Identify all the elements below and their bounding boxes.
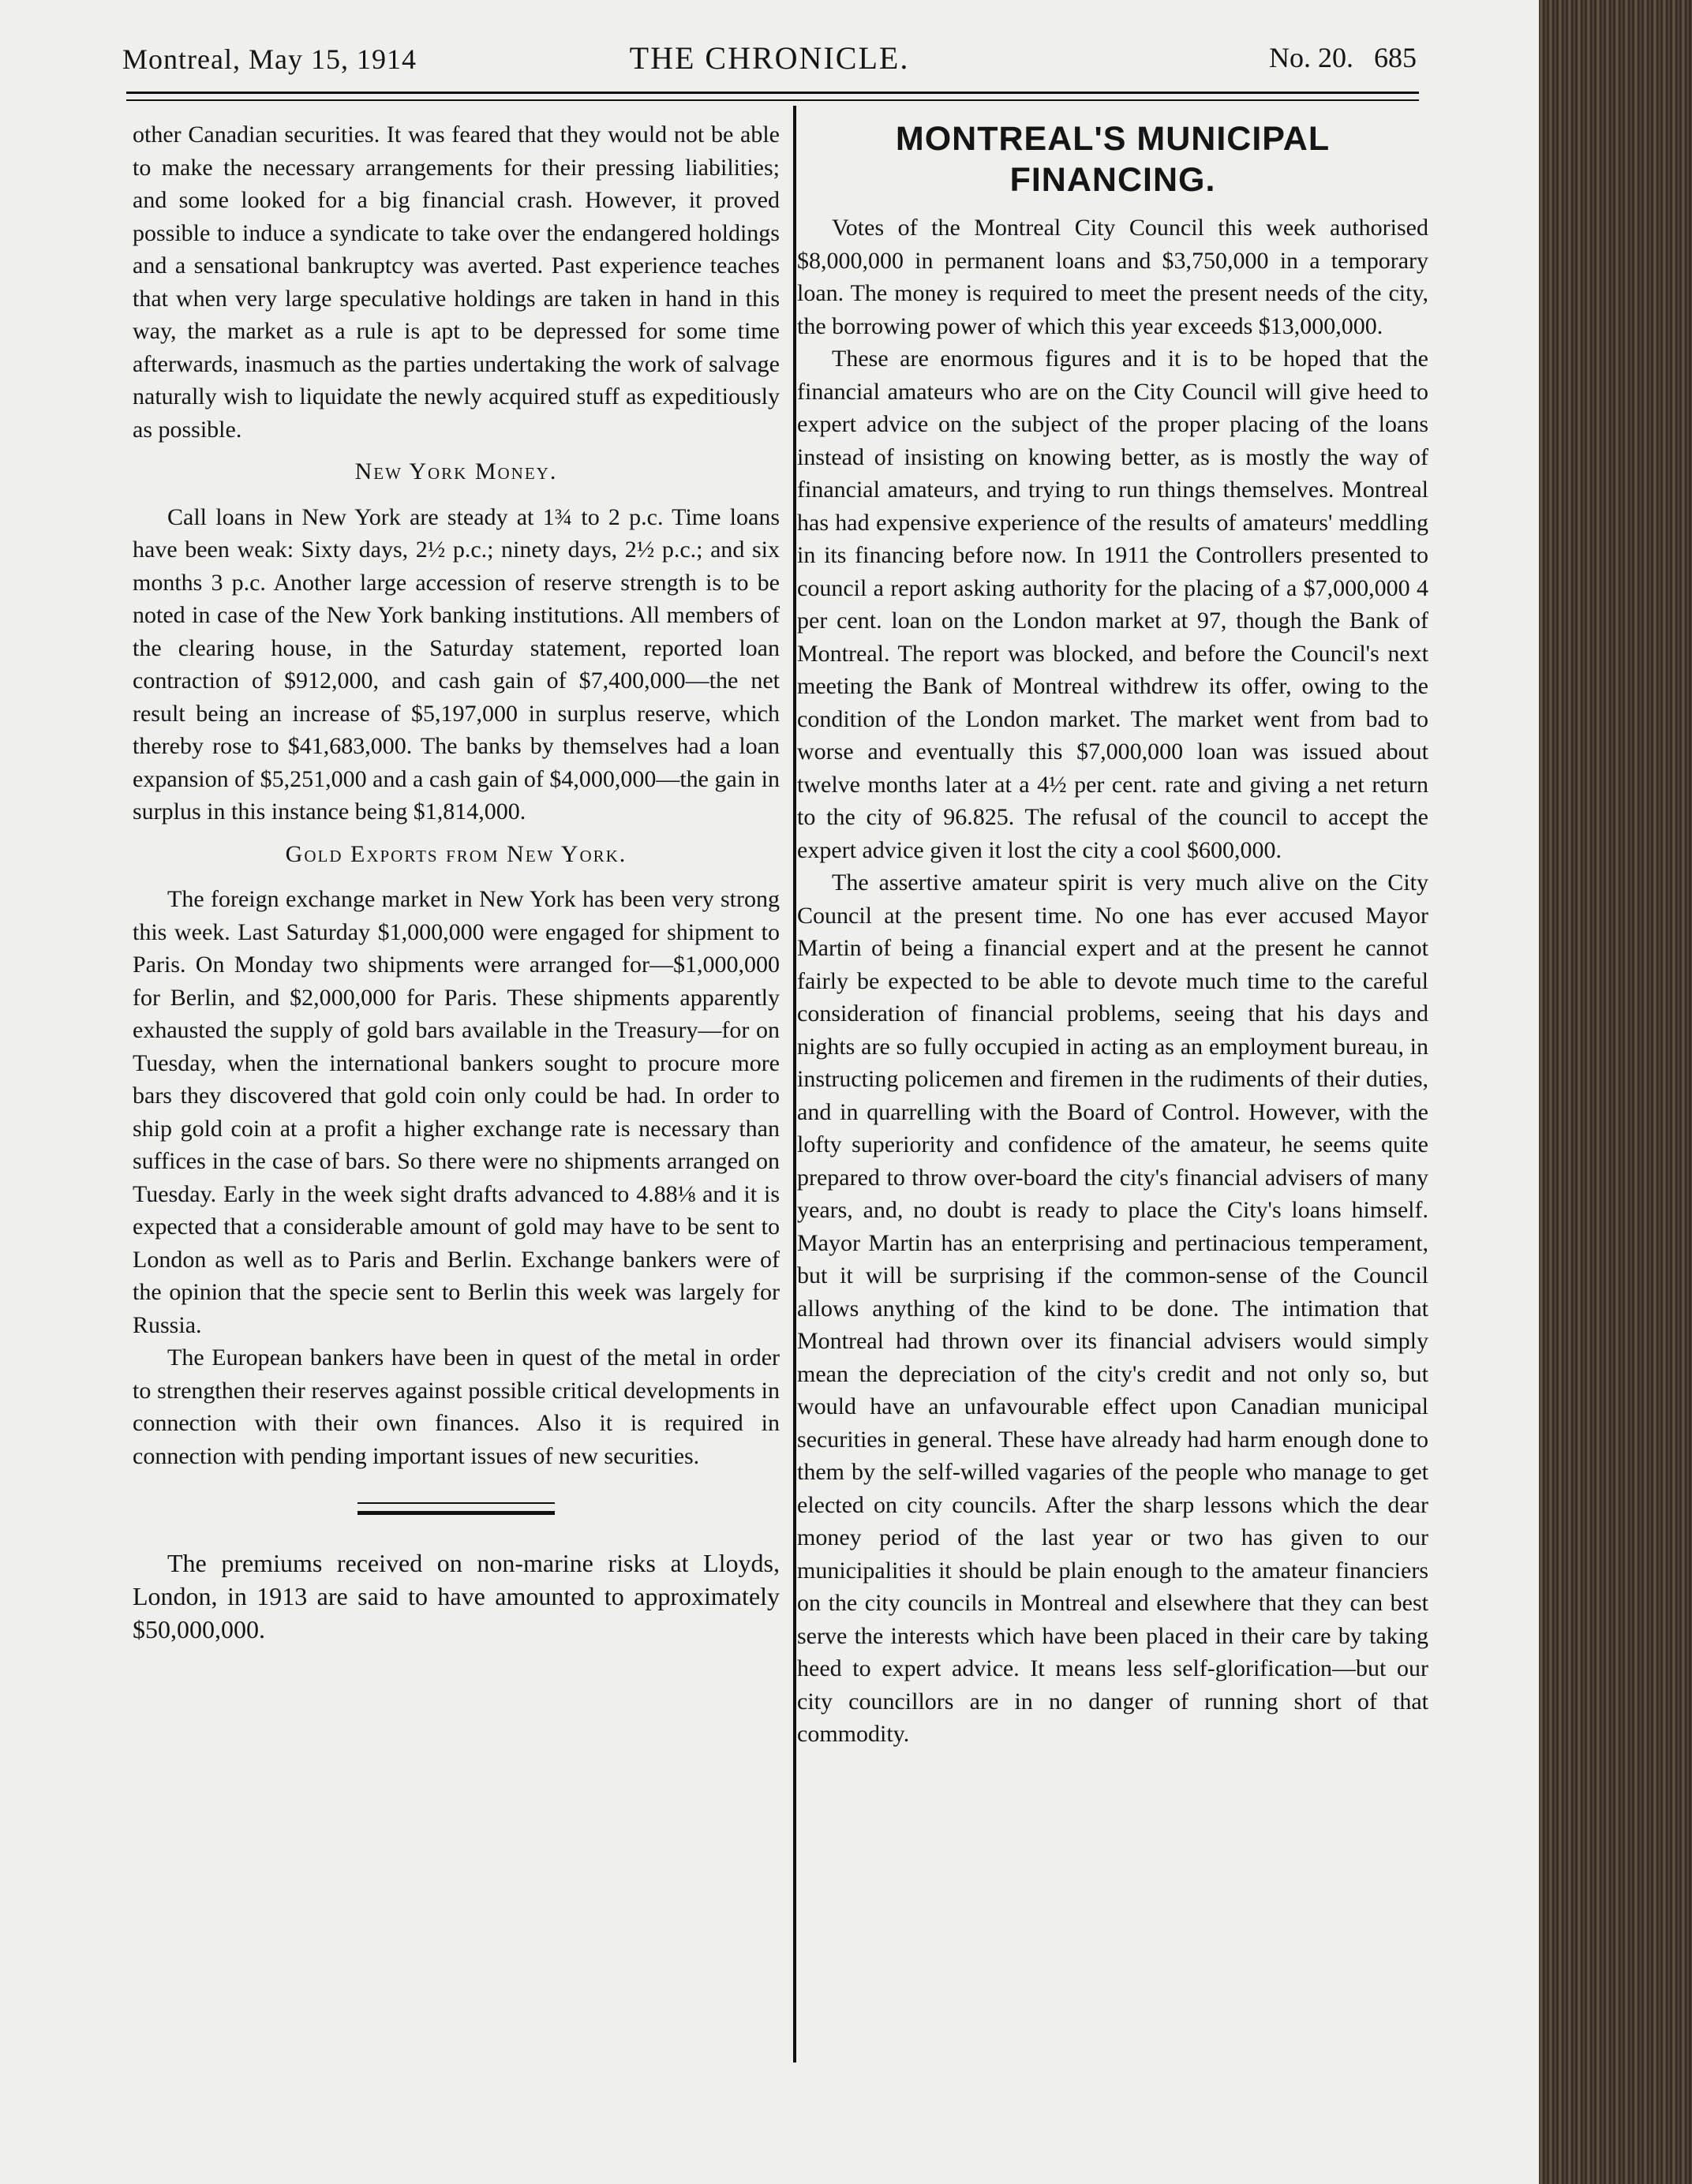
left-paragraph-call-loans: Call loans in New York are steady at 1¾ to 2 p.c. Time loans have been weak: Sixty days, 2½ p.c.; ninety days, 2½ p.c.; and six months 3 p.c. Another large accession of reserve strength is to be noted in case of the New York banking institutions. All members of the clearing house, in the Saturday statement, reported loan contraction of $912,000, and cash gain of $7,400,000—the net result being an increase of $5,197,000 in surplus reserve, which thereby rose to $41,683,000. The banks by themselves had a loan expansion of $5,251,000 and a cash gain of $4,000,000—the gain in surplus in this instance being $1,814,000. [133, 503, 780, 825]
header-issue-page [1269, 41, 1417, 74]
left-paragraph-european-bankers: The European bankers have been in quest of the metal in order to strengthen their reserves against possible critical developments in connection with their own finances. Also it is required in connection with pending important issues of new securities. [133, 1344, 780, 1469]
section-separator-rule [357, 1502, 555, 1515]
header-page-number: 685 [1374, 42, 1417, 73]
right-paragraph-votes: Votes of the Montreal City Council this week authorised $8,000,000 in permanent loans and $3,750,000 in a temporary loan. The money is required to meet the present needs of the city, the borrowing power of which this year exceeds $13,000,000. [797, 215, 1428, 339]
page-header [122, 36, 1417, 84]
article-title [797, 118, 1428, 200]
right-paragraph-amateur-spirit: The assertive amateur spirit is very much alive on the City Council at the present time. No one has ever accused Mayor Martin of being a financial expert and at the present he cannot fairly be expected to be able to devote much time to the careful consideration of financial problems, seeing that his days and nights are so fully occupied in acting as an employment bureau, in instructing policemen and firemen in the rudiments of their duties, and in quarrelling with the Board of Control. However, with the lofty superiority and confidence of the amateur, he seems quite prepared to throw over-board the city's financial advisers of many years, and, no doubt is ready to place the City's loans himself. Mayor Martin has an enterprising and pertinacious temperament, but it will be surprising if the common-sense of the Council allows anything of the kind to be done. The intimation that Montreal had thrown over its financial advisers would simply mean the depreciation of the city's credit and not only so, but would have an unfavourable effect upon Canadian municipal securities in general. These have already had harm enough done to them by the self-willed vagaries of the people who manage to get elected on city councils. After the sharp lessons which the dear money period of the last year or two has given to our municipalities it should be plain enough to the amateur financiers on the city councils in Montreal and elsewhere that they can best serve the interests which have been placed in their care by taking heed to expert advice. It means less self-glorification—but our city councillors are in no danger of running short of that commodity. [797, 869, 1428, 1747]
right-paragraph-enormous-figures: These are enormous figures and it is to be hoped that the financial amateurs who are on the City Council will give heed to expert advice on the subject of the proper placing of the loans instead of insisting on knowing better, as is mostly the way of financial amateurs, and trying to run things themselves. Montreal has had expensive experience of the results of amateurs' meddling in its financing before now. In 1911 the Controllers presented to council a report asking authority for the placing of a $7,000,000 4 per cent. loan on the London market at 97, though the Bank of Montreal. The report was blocked, and before the Council's next meeting the Bank of Montreal withdrew its offer, owing to the condition of the London market. The market went from bad to worse and eventually this $7,000,000 loan was issued about twelve months later at a 4½ per cent. rate and giving a net return to the city of 96.825. The refusal of the council to accept the expert advice given it lost the city a cool $600,000. [797, 346, 1428, 863]
heading-gold-exports: Gold Exports from New York. [285, 840, 627, 867]
right-column [797, 118, 1428, 1751]
header-publication-title: THE CHRONICLE. [629, 40, 910, 76]
article-title-line-2: FINANCING. [1009, 161, 1216, 199]
left-column [133, 118, 780, 1646]
book-binding-edge [1539, 0, 1692, 2184]
header-issue-number: No. 20. [1269, 42, 1353, 73]
heading-new-york-money: New York Money. [354, 458, 558, 484]
header-date: Montreal, May 15, 1914 [122, 43, 417, 75]
left-paragraph-foreign-exchange: The foreign exchange market in New York has been very strong this week. Last Saturday $1,000,000 were engaged for shipment to Paris. On Monday two shipments were arranged for—$1,000,000 for Berlin, and $2,000,000 for Paris. These shipments apparently exhausted the supply of gold bars available in the Treasury—for on Tuesday, when the international bankers sought to procure more bars they discovered that gold coin only could be had. In order to ship gold coin at a profit a higher exchange rate is necessary than suffices in the case of bars. So there were no shipments arranged on Tuesday. Early in the week sight drafts advanced to 4.88⅛ and it is expected that a considerable amount of gold may have to be sent to London as well as to Paris and Berlin. Exchange bankers were of the opinion that the specie sent to Berlin this week was largely for Russia. [133, 886, 780, 1338]
article-title-line-1: MONTREAL'S MUNICIPAL [895, 120, 1331, 158]
left-paragraph-lloyds-premiums: The premiums received on non-marine risks at Lloyds, London, in 1913 are said to have amounted to approximately $50,000,000. [133, 1549, 780, 1644]
column-divider [793, 106, 796, 2062]
header-double-rule [126, 92, 1419, 101]
left-paragraph-continuation: other Canadian securities. It was feared that they would not be able to make the necessary arrangements for their pressing liabilities; and some looked for a big financial crash. However, it proved possible to induce a syndicate to take over the endangered holdings and a sensational bankruptcy was averted. Past experience teaches that when very large speculative holdings are taken in hand in this way, the market as a rule is apt to be depressed for some time afterwards, inasmuch as the parties undertaking the work of salvage naturally wish to liquidate the newly acquired stuff as expeditiously as possible. [133, 122, 780, 443]
